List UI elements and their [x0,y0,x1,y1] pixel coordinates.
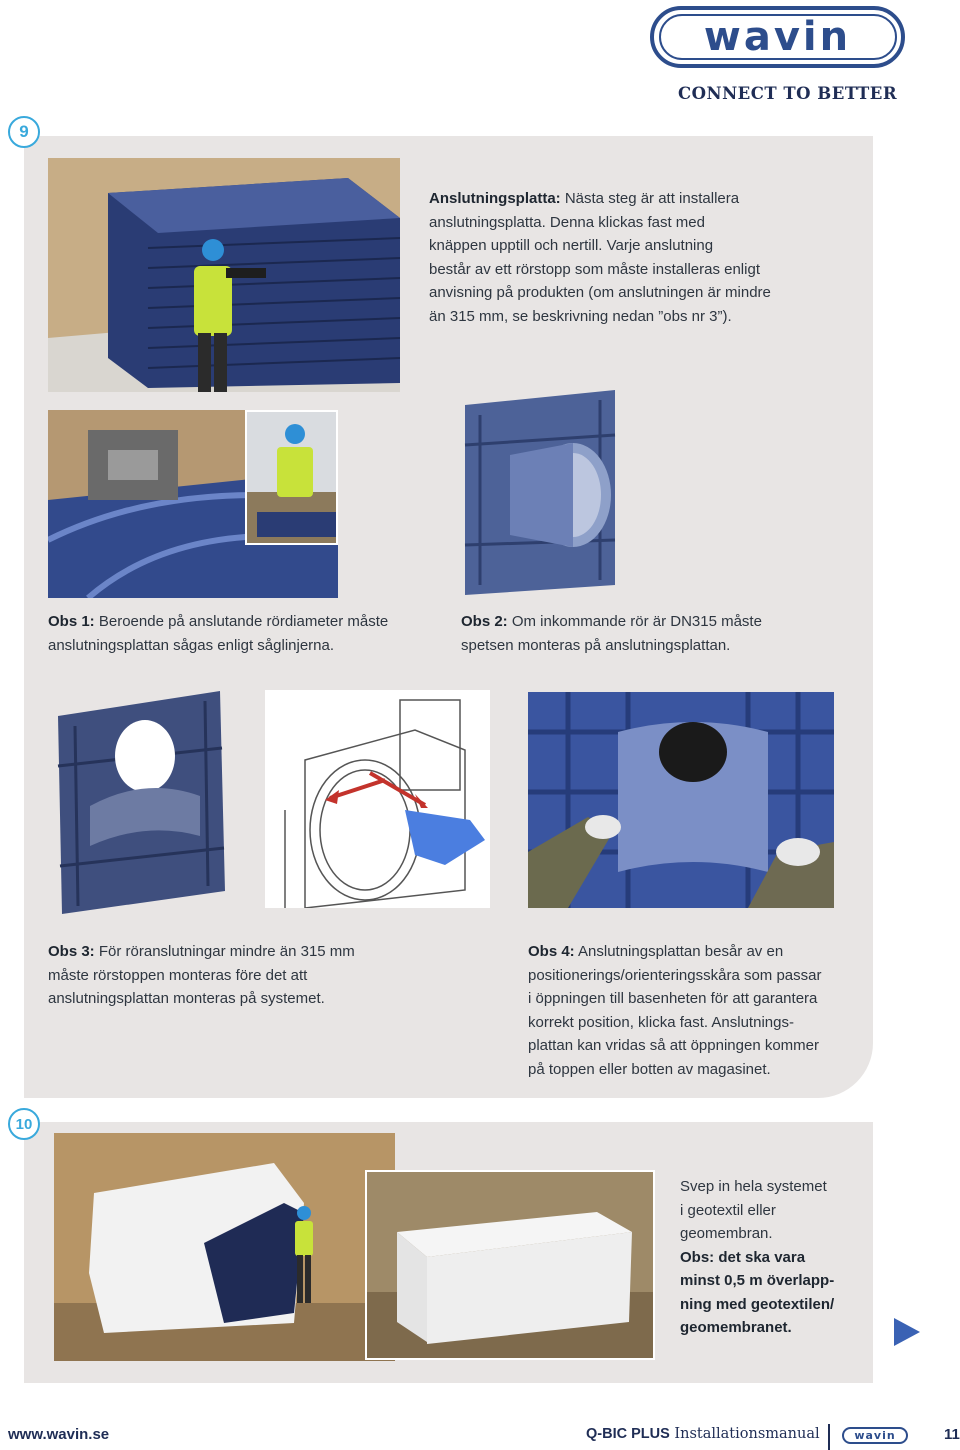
photo-worker-sawing [245,410,338,545]
footer-logo [842,1427,908,1444]
diagram-mounting-spigot [265,690,490,908]
obs-4-line: i öppningen till basenheten för att garantera [528,990,818,1007]
obs-3-text [48,940,468,1011]
obs-3-line: måste rörstoppen monteras före det att [48,966,308,984]
obs-1-line: anslutningsplattan sågas enligt såglinjerna. [48,636,335,654]
obs-4-line: korrekt position, klicka fast. Anslutnings- [528,1013,794,1031]
step-9-intro [429,187,829,328]
obs-4-label: Obs 4: [528,943,575,960]
intro-line: knäppen upptill och nertill. Varje anslutning [429,237,714,254]
obs-1-label: Obs 1: [48,613,95,630]
obs-4-line: på toppen eller botten av magasinet. [528,1060,771,1078]
obs-4-text [528,940,858,1081]
intro-label: Anslutningsplatta: [429,190,561,207]
step-10-bold-line: ning med geotextilen/ [680,1295,835,1313]
obs-2-text [461,610,841,657]
footer-divider [828,1424,830,1450]
footer-product: Q-BIC PLUS [586,1426,670,1442]
intro-line: består av ett rörstopp som måste installeras enligt [429,260,760,278]
step-10-bold-line: geomembranet. [680,1319,792,1336]
footer-manual: Installationsmanual [669,1426,820,1442]
intro-line: anvisning på produkten (om anslutningen är mindre [429,284,771,301]
wavin-logo-text: wavin [703,14,852,60]
obs-4-line: positionerings/orienteringsskåra som passar [528,966,822,984]
obs-4-line: plattan kan vridas så att öppningen kommer [528,1037,819,1054]
step-9-badge: 9 [8,116,40,148]
obs-3-line: anslutningsplattan monteras på systemet. [48,990,325,1007]
footer-logo-text: wavin [854,1429,896,1442]
photo-wrapping-geotextile [54,1133,395,1361]
step-10-line: Svep in hela systemet [680,1178,827,1195]
obs-4-line: Anslutningsplattan besår av en [574,943,784,960]
obs-1-text [48,610,428,657]
step-10-bold-line: Obs: det ska vara [680,1248,806,1266]
obs-1-line: Beroende på anslutande rördiameter måste [94,613,389,630]
obs-3-label: Obs 3: [48,943,95,960]
obs-2-label: Obs 2: [461,613,508,630]
obs-2-line: spetsen monteras på anslutningsplattan. [461,636,731,654]
step-10-line: geomembran. [680,1225,773,1242]
next-page-arrow-icon[interactable] [894,1318,920,1346]
intro-line: Nästa steg är att installera [560,190,740,207]
diagram-plate-with-pipe-stop [50,686,232,918]
diagram-plate-with-spigot [455,385,625,600]
intro-line: anslutningsplatta. Denna klickas fast med [429,213,705,231]
intro-line: än 315 mm, se beskrivning nedan ”obs nr 3”). [429,307,732,325]
step-10-bold-line: minst 0,5 m överlapp- [680,1272,835,1289]
obs-2-line: Om inkommande rör är DN315 måste [507,613,762,630]
page-number: 11 [944,1426,960,1443]
step-10-badge: 10 [8,1108,40,1140]
footer-title [586,1426,820,1442]
step-10-text [680,1175,860,1340]
wavin-logo [650,6,905,68]
photo-installing-connection-plate [48,158,400,392]
tagline: CONNECT TO BETTER [678,84,898,103]
wavin-logo-inner [659,14,897,60]
step-10-line: i geotextil eller [680,1201,776,1219]
photo-wrapped-system [365,1170,655,1360]
photo-clicking-plate [528,692,834,908]
footer-url[interactable]: www.wavin.se [8,1426,110,1443]
obs-3-line: För röranslutningar mindre än 315 mm [94,943,355,960]
